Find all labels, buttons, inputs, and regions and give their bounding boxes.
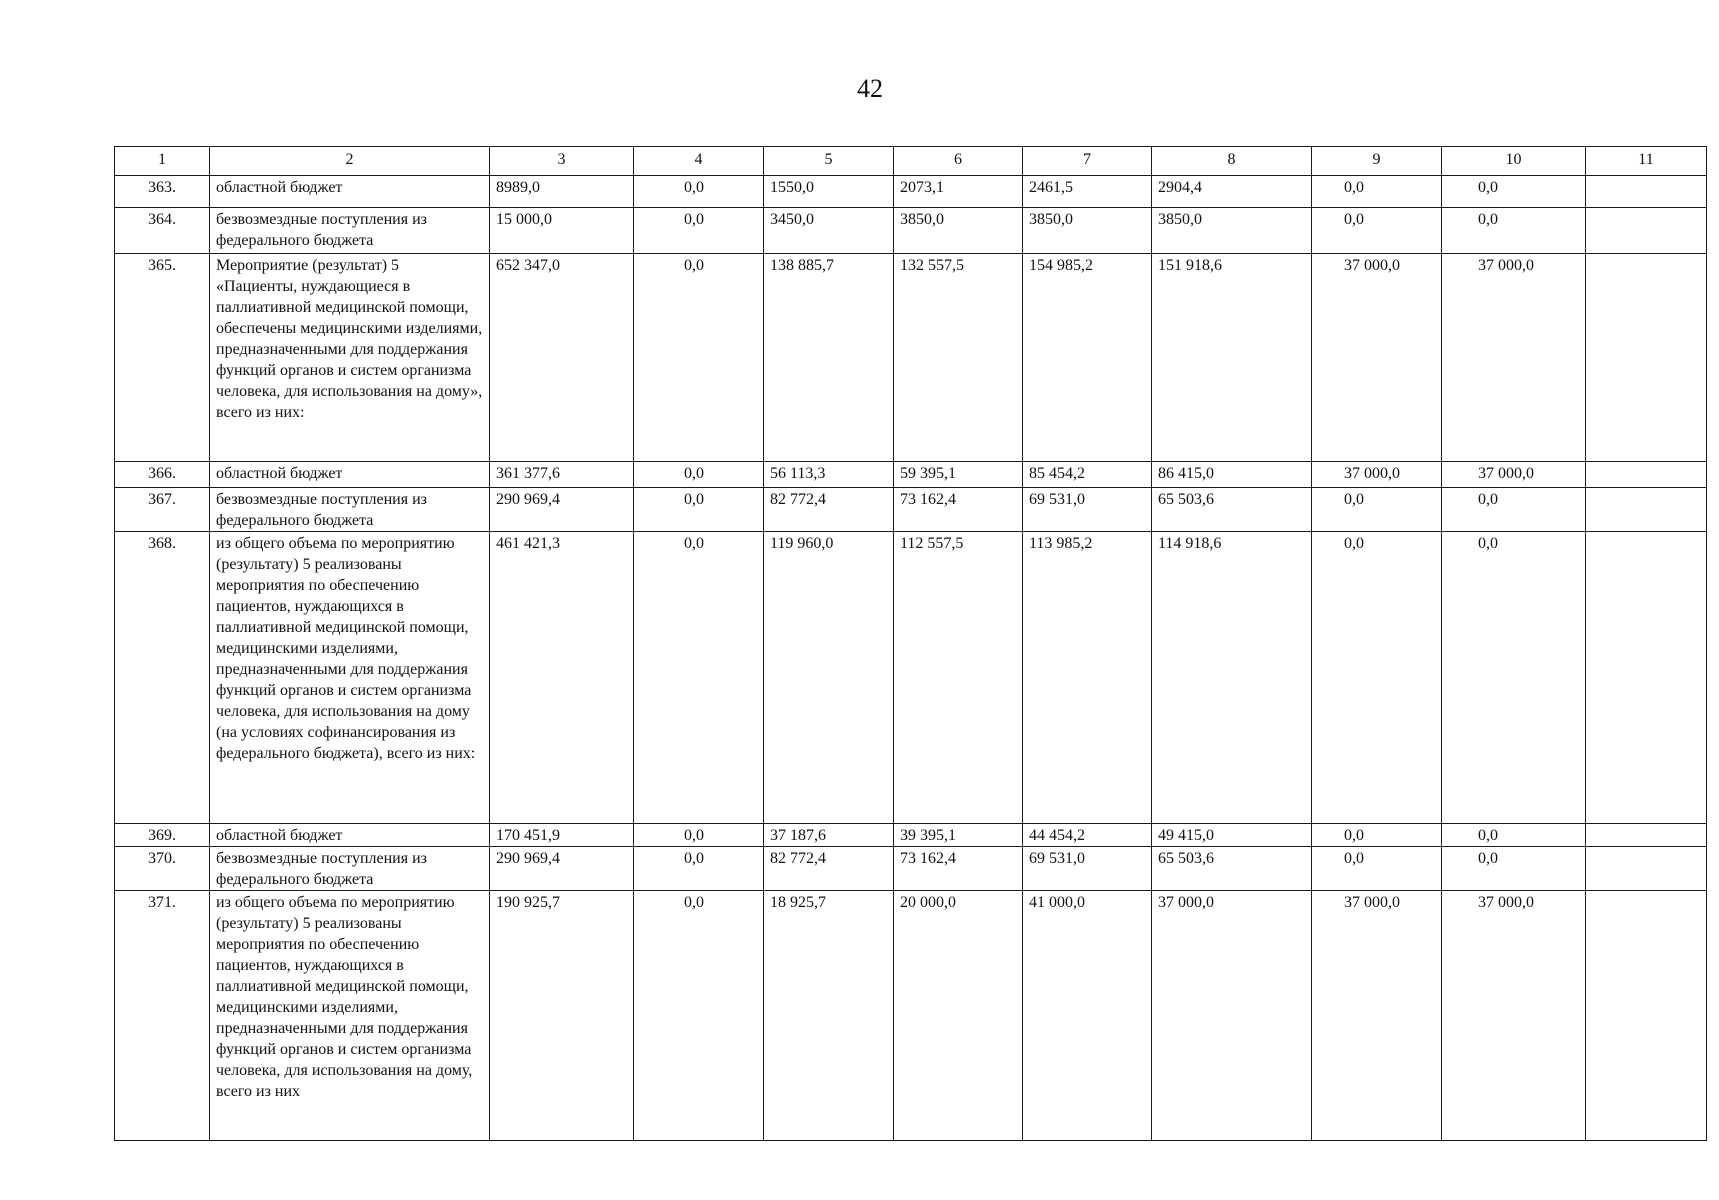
- table-row: [115, 488, 1707, 532]
- cell-col-7: 154 985,2: [1023, 254, 1152, 462]
- table-row: [115, 208, 1707, 254]
- row-name: безвозмездные поступления из федерального бюджета: [210, 847, 490, 891]
- row-name: безвозмездные поступления из федерального бюджета: [210, 488, 490, 532]
- cell-col-9: 0,0: [1312, 488, 1442, 532]
- cell-col-8: 2904,4: [1152, 176, 1312, 208]
- cell-col-10: 0,0: [1442, 208, 1586, 254]
- column-header-3: 3: [490, 147, 634, 176]
- cell-col-4: 0,0: [634, 824, 764, 847]
- table-row: [115, 847, 1707, 891]
- cell-col-6: 132 557,5: [894, 254, 1023, 462]
- cell-col-5: 82 772,4: [764, 488, 894, 532]
- cell-col-10: 0,0: [1442, 824, 1586, 847]
- cell-col-4: 0,0: [634, 462, 764, 488]
- cell-col-9: 37 000,0: [1312, 891, 1442, 1141]
- cell-col-6: 39 395,1: [894, 824, 1023, 847]
- cell-col-7: 44 454,2: [1023, 824, 1152, 847]
- cell-col-8: 3850,0: [1152, 208, 1312, 254]
- cell-col-6: 20 000,0: [894, 891, 1023, 1141]
- table-row: [115, 824, 1707, 847]
- cell-col-4: 0,0: [634, 254, 764, 462]
- cell-col-3: 190 925,7: [490, 891, 634, 1141]
- cell-col-11: [1586, 462, 1707, 488]
- cell-col-7: 69 531,0: [1023, 488, 1152, 532]
- cell-col-11: [1586, 824, 1707, 847]
- cell-col-8: 65 503,6: [1152, 488, 1312, 532]
- cell-col-4: 0,0: [634, 891, 764, 1141]
- row-name: из общего объема по мероприятию (результату) 5 реализованы мероприятия по обеспечению пациентов, нуждающихся в паллиативной медицинской помощи, медицинскими изделиями, предназначенными для поддержания функций органов и систем организма человека, для использования на дому (на условиях софинансирования из федерального бюджета), всего из них:: [210, 532, 490, 824]
- cell-col-3: 461 421,3: [490, 532, 634, 824]
- cell-col-5: 18 925,7: [764, 891, 894, 1141]
- cell-col-9: 0,0: [1312, 176, 1442, 208]
- cell-col-11: [1586, 847, 1707, 891]
- table-row: [115, 176, 1707, 208]
- cell-col-11: [1586, 891, 1707, 1141]
- cell-col-10: 37 000,0: [1442, 254, 1586, 462]
- row-number: 368.: [115, 532, 210, 824]
- cell-col-11: [1586, 208, 1707, 254]
- page-number: 42: [857, 74, 883, 103]
- cell-col-9: 0,0: [1312, 824, 1442, 847]
- cell-col-9: 0,0: [1312, 847, 1442, 891]
- row-name: безвозмездные поступления из федерального бюджета: [210, 208, 490, 254]
- cell-col-6: 3850,0: [894, 208, 1023, 254]
- column-header-8: 8: [1152, 147, 1312, 176]
- column-header-5: 5: [764, 147, 894, 176]
- cell-col-9: 0,0: [1312, 208, 1442, 254]
- cell-col-6: 73 162,4: [894, 488, 1023, 532]
- row-name: областной бюджет: [210, 176, 490, 208]
- cell-col-8: 37 000,0: [1152, 891, 1312, 1141]
- cell-col-9: 37 000,0: [1312, 462, 1442, 488]
- cell-col-7: 2461,5: [1023, 176, 1152, 208]
- cell-col-6: 112 557,5: [894, 532, 1023, 824]
- cell-col-7: 85 454,2: [1023, 462, 1152, 488]
- row-name: областной бюджет: [210, 462, 490, 488]
- cell-col-5: 82 772,4: [764, 847, 894, 891]
- cell-col-8: 114 918,6: [1152, 532, 1312, 824]
- cell-col-6: 59 395,1: [894, 462, 1023, 488]
- cell-col-8: 86 415,0: [1152, 462, 1312, 488]
- cell-col-10: 37 000,0: [1442, 891, 1586, 1141]
- row-number: 369.: [115, 824, 210, 847]
- cell-col-7: 113 985,2: [1023, 532, 1152, 824]
- table-header: [115, 147, 1707, 176]
- row-number: 363.: [115, 176, 210, 208]
- cell-col-7: 3850,0: [1023, 208, 1152, 254]
- cell-col-6: 73 162,4: [894, 847, 1023, 891]
- cell-col-4: 0,0: [634, 532, 764, 824]
- column-header-2: 2: [210, 147, 490, 176]
- row-number: 365.: [115, 254, 210, 462]
- cell-col-8: 151 918,6: [1152, 254, 1312, 462]
- column-header-10: 10: [1442, 147, 1586, 176]
- row-name: из общего объема по мероприятию (результату) 5 реализованы мероприятия по обеспечению пациентов, нуждающихся в паллиативной медицинской помощи, медицинскими изделиями, предназначенными для поддержания функций органов и систем организма человека, для использования на дому, всего из них: [210, 891, 490, 1141]
- cell-col-4: 0,0: [634, 176, 764, 208]
- column-header-7: 7: [1023, 147, 1152, 176]
- row-number: 371.: [115, 891, 210, 1141]
- header-row: [115, 147, 1707, 176]
- budget-table: [114, 146, 1707, 1141]
- cell-col-7: 41 000,0: [1023, 891, 1152, 1141]
- cell-col-8: 49 415,0: [1152, 824, 1312, 847]
- table-row: [115, 462, 1707, 488]
- table-row: [115, 532, 1707, 824]
- row-number: 367.: [115, 488, 210, 532]
- row-number: 364.: [115, 208, 210, 254]
- cell-col-8: 65 503,6: [1152, 847, 1312, 891]
- table-body: [115, 176, 1707, 1141]
- cell-col-3: 8989,0: [490, 176, 634, 208]
- cell-col-3: 290 969,4: [490, 847, 634, 891]
- cell-col-11: [1586, 176, 1707, 208]
- cell-col-10: 0,0: [1442, 176, 1586, 208]
- cell-col-3: 290 969,4: [490, 488, 634, 532]
- cell-col-4: 0,0: [634, 847, 764, 891]
- table-row: [115, 891, 1707, 1141]
- cell-col-5: 37 187,6: [764, 824, 894, 847]
- column-header-4: 4: [634, 147, 764, 176]
- row-name: областной бюджет: [210, 824, 490, 847]
- cell-col-5: 3450,0: [764, 208, 894, 254]
- cell-col-10: 37 000,0: [1442, 462, 1586, 488]
- cell-col-5: 119 960,0: [764, 532, 894, 824]
- cell-col-5: 56 113,3: [764, 462, 894, 488]
- cell-col-11: [1586, 532, 1707, 824]
- cell-col-10: 0,0: [1442, 488, 1586, 532]
- row-number: 366.: [115, 462, 210, 488]
- cell-col-11: [1586, 254, 1707, 462]
- column-header-1: 1: [115, 147, 210, 176]
- cell-col-3: 170 451,9: [490, 824, 634, 847]
- cell-col-3: 652 347,0: [490, 254, 634, 462]
- cell-col-11: [1586, 488, 1707, 532]
- row-number: 370.: [115, 847, 210, 891]
- cell-col-3: 361 377,6: [490, 462, 634, 488]
- cell-col-6: 2073,1: [894, 176, 1023, 208]
- cell-col-4: 0,0: [634, 208, 764, 254]
- cell-col-10: 0,0: [1442, 847, 1586, 891]
- cell-col-4: 0,0: [634, 488, 764, 532]
- column-header-6: 6: [894, 147, 1023, 176]
- column-header-11: 11: [1586, 147, 1707, 176]
- cell-col-10: 0,0: [1442, 532, 1586, 824]
- cell-col-9: 0,0: [1312, 532, 1442, 824]
- row-name: Мероприятие (результат) 5 «Пациенты, нуждающиеся в паллиативной медицинской помощи, обеспечены медицинскими изделиями, предназначенными для поддержания функций органов и систем организма человека, для использования на дому», всего из них:: [210, 254, 490, 462]
- table-row: [115, 254, 1707, 462]
- column-header-9: 9: [1312, 147, 1442, 176]
- cell-col-5: 1550,0: [764, 176, 894, 208]
- cell-col-5: 138 885,7: [764, 254, 894, 462]
- cell-col-7: 69 531,0: [1023, 847, 1152, 891]
- cell-col-3: 15 000,0: [490, 208, 634, 254]
- cell-col-9: 37 000,0: [1312, 254, 1442, 462]
